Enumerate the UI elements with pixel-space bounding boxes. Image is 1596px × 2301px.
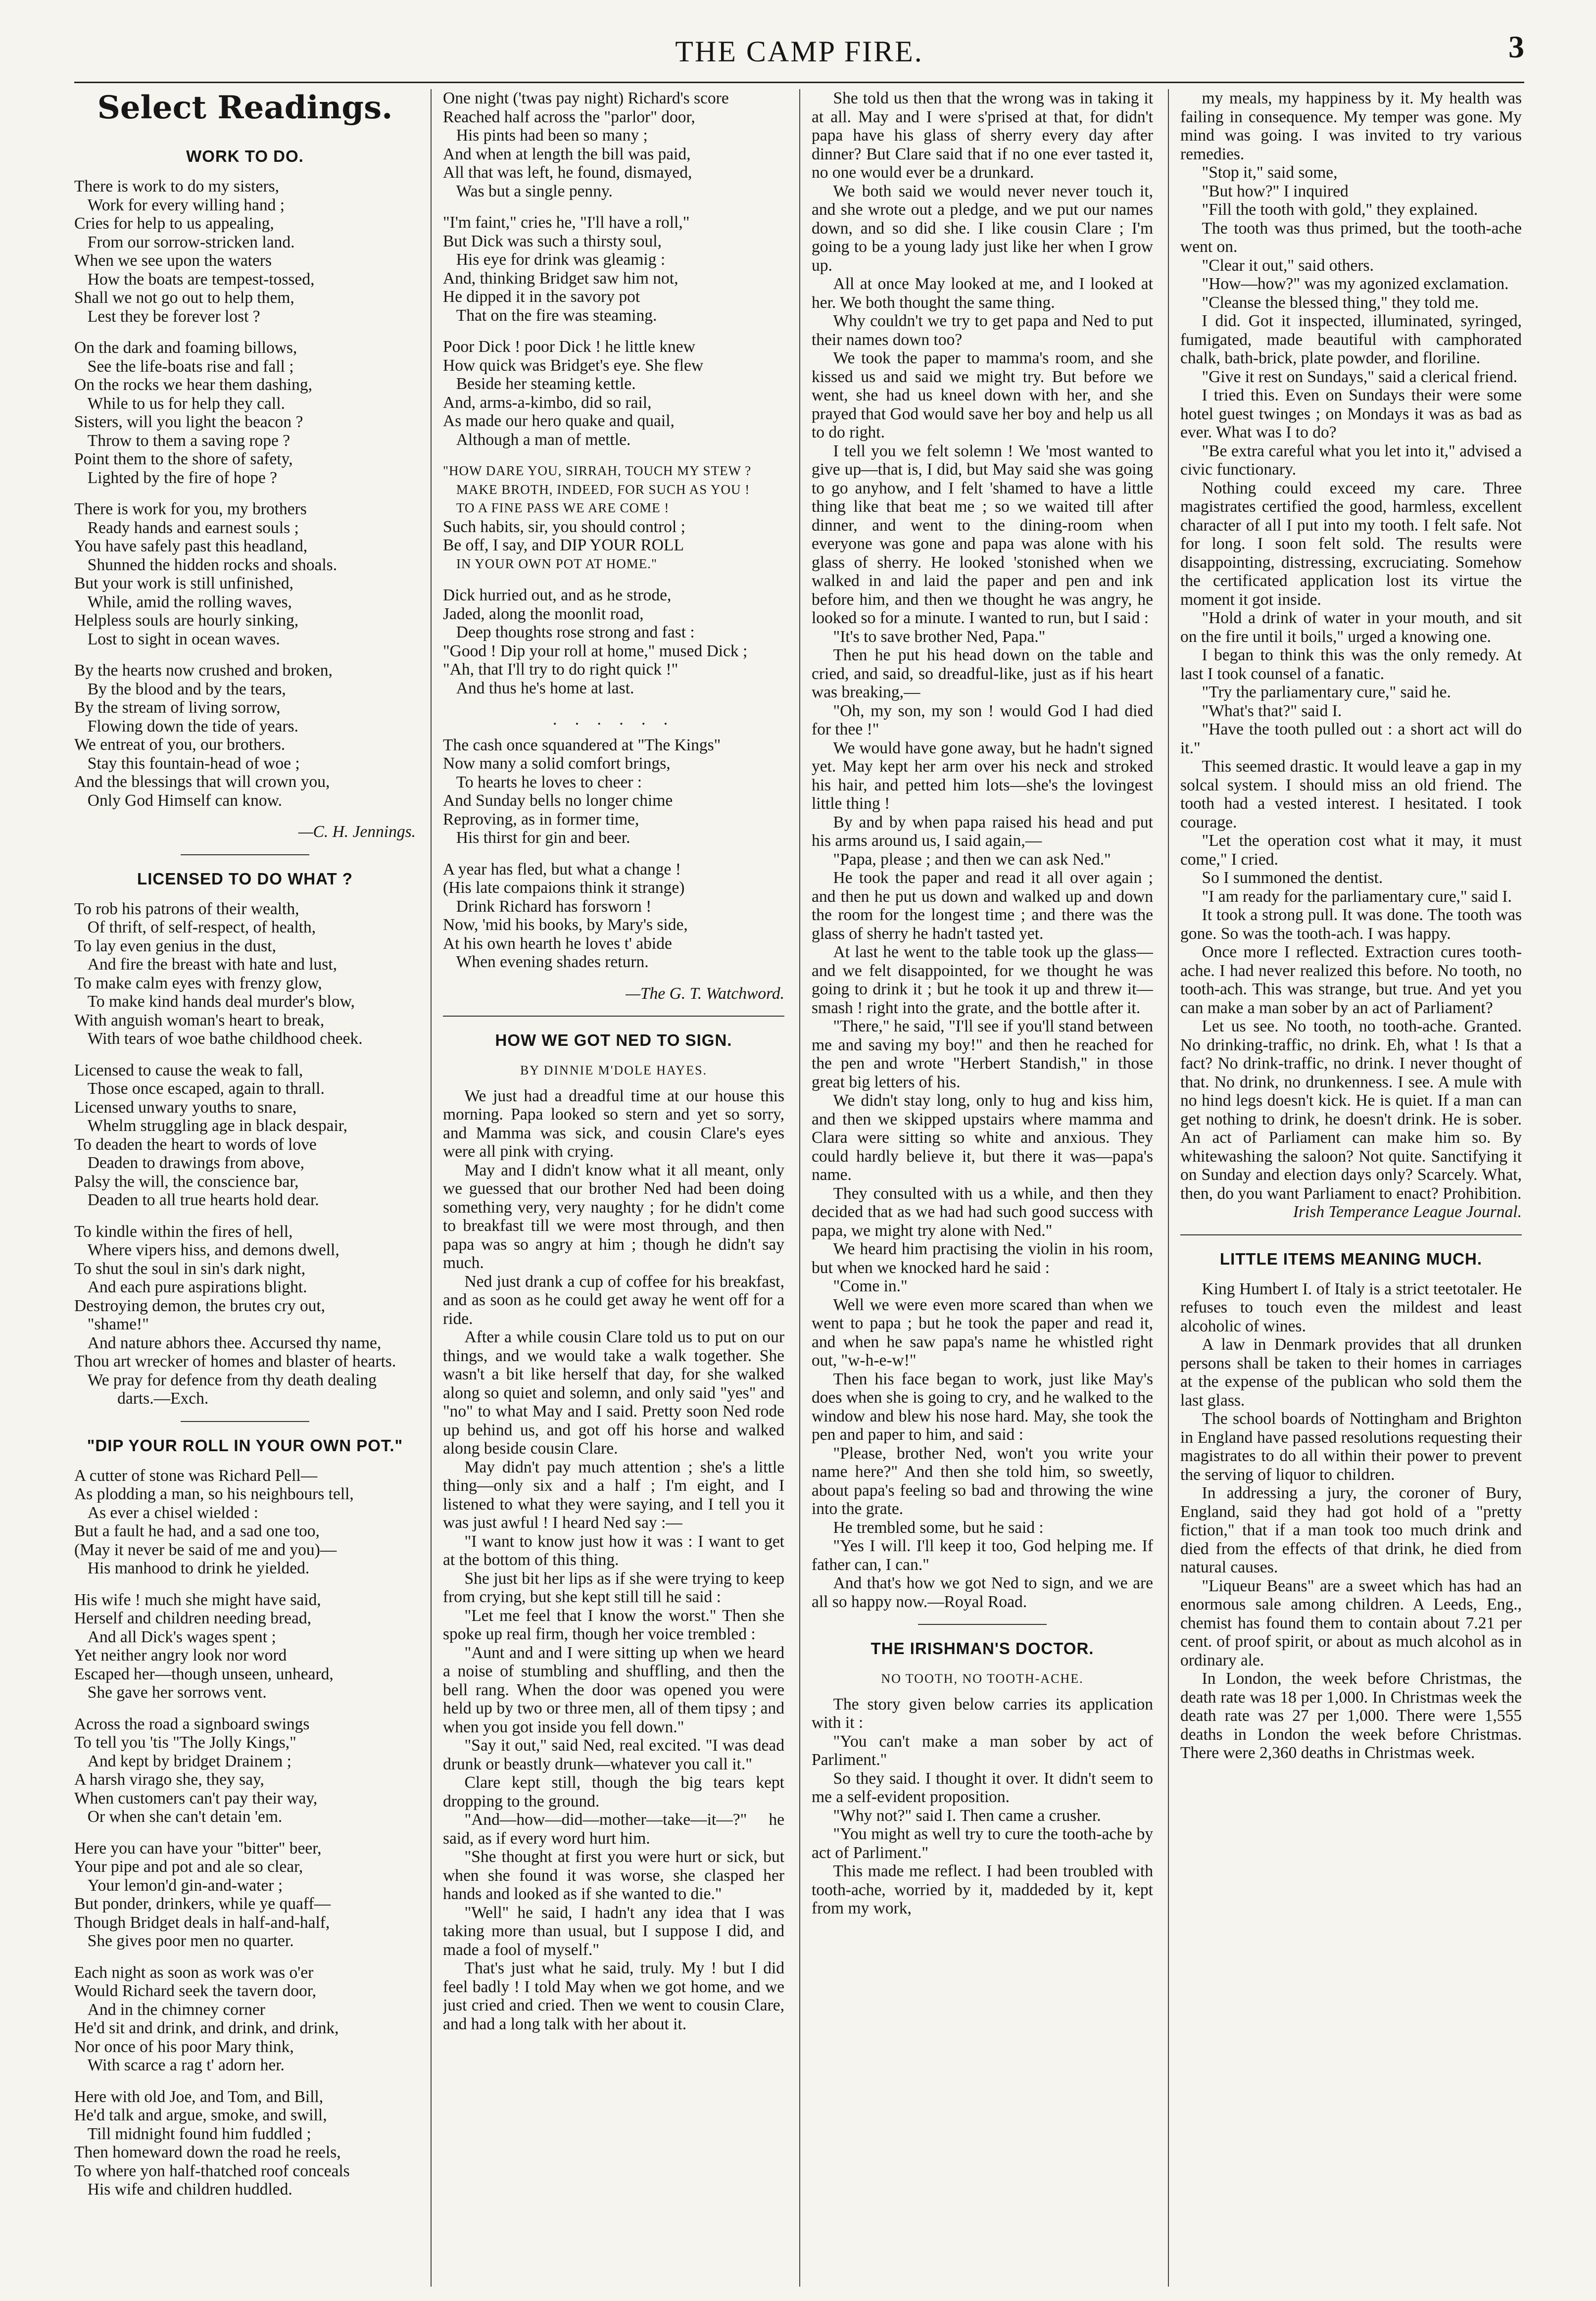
paragraph: After a while cousin Clare told us to put on our things, and we would take a walk together. She wasn't a bit like herself that day, for she walked along so quiet and solemn, and only said "yes" and "no" to what May and I said. Pretty soon Ned rode up behind us, and got off his horse and walked along beside cousin Clare.: [443, 1328, 784, 1458]
poem-line: Only God Himself can know.: [87, 791, 283, 810]
poem-line: Then homeward down the road he reels,: [74, 2143, 341, 2161]
poem-line: Thou art wrecker of homes and blaster of hearts.: [74, 1352, 396, 1371]
newspaper-title: THE CAMP FIRE.: [675, 35, 923, 68]
poem-line: Drink Richard has forsworn !: [456, 897, 652, 916]
poem-line: Here you can have your "bitter" beer,: [74, 1839, 322, 1858]
paragraph: "And—how—did—mother—take—it—?" he said, as if every word hurt him.: [443, 1811, 784, 1848]
poem-line: Throw to them a saving rope ?: [87, 431, 290, 450]
paragraph: The tooth was thus primed, but the tooth-ache went on.: [1180, 219, 1522, 256]
article-irishman-part-1: [812, 1695, 1153, 1918]
poem-stanza: [74, 661, 416, 810]
poem-line: (His late compaions think it strange): [443, 879, 685, 897]
poem-line: To deaden the heart to words of love: [74, 1135, 317, 1154]
paragraph: By and by when papa raised his head and put his arms around us, I said again,—: [812, 813, 1153, 850]
paragraph: The school boards of Nottingham and Brighton in England have passed resolutions requesting their magistrates to do all within their power to prevent the serving of liquor to children.: [1180, 1410, 1522, 1484]
paragraph: At last he went to the table took up the glass—and we felt disappointed, for we thought he was going to drink it ; but he took it up and threw it—smash ! right into the grate, and the bottle after it.: [812, 943, 1153, 1017]
paragraph: I tried this. Even on Sundays their were some hotel guest twinges ; on Mondays it was as bad as ever. What was I to do?: [1180, 386, 1522, 441]
poem-line: (May it never be said of me and you)—: [74, 1540, 337, 1559]
poem-stanza: [74, 1839, 416, 1951]
paragraph: Clare kept still, though the big tears kept dropping to the ground.: [443, 1773, 784, 1811]
poem-line: To rob his patrons of their wealth,: [74, 899, 299, 918]
poem-line: "HOW DARE YOU, SIRRAH, TOUCH MY STEW ?: [443, 463, 752, 478]
paragraph: The story given below carries its application with it :: [812, 1695, 1153, 1732]
paragraph: Then his face began to work, just like May's does when she is going to cry, and he walked to the window and blew his nose hard. May, she took the pen and paper to him, and said :: [812, 1370, 1153, 1444]
poem-line: Shall we not go out to help them,: [74, 289, 294, 307]
poem-line: Till midnight found him fuddled ;: [87, 2124, 311, 2143]
poem-line: We entreat of you, our brothers.: [74, 735, 286, 754]
paragraph: "Oh, my son, my son ! would God I had died for thee !": [812, 701, 1153, 738]
paragraph: We heard him practising the violin in his room, but when we knocked hard he said :: [812, 1240, 1153, 1277]
paragraph: "Give it rest on Sundays," said a clerical friend.: [1202, 367, 1518, 386]
poem-line: Sisters, will you light the beacon ?: [74, 413, 303, 431]
paragraph: Then he put his head down on the table and cried, and said, so dreadful-like, just as if his heart was breaking,—: [812, 646, 1153, 701]
poem-line: Whelm struggling age in black despair,: [87, 1117, 348, 1135]
column-2: [443, 89, 784, 2287]
paragraph: We took the paper to mamma's room, and she kissed us and said we might try. But before we went, she had us kneel down with her, and she prayed that God would save her boy and help us all to do right.: [812, 349, 1153, 441]
paragraph: "She thought at first you were hurt or sick, but when she found it was worse, she clasped her hands and looked as if she wanted to die.": [443, 1848, 784, 1903]
paragraph: He trembled some, but he said :: [833, 1518, 1044, 1537]
poem-line: Work for every willing hand ;: [87, 196, 285, 214]
poem-line: "Ah, that I'll try to do right quick !": [443, 660, 678, 679]
poem-stanza: [443, 860, 784, 972]
paragraph: May didn't pay much attention ; she's a little thing—only six and a half ; I'm eight, and I listened to what they were saying, and I tell you it was just awful ! I heard Ned say :—: [443, 1458, 784, 1532]
paragraph: In addressing a jury, the coroner of Bury, England, said they had got hold of a "pretty fiction," that if a man took too much drink and died from the effects of that drink, he died from natural causes.: [1180, 1484, 1522, 1576]
poem-stanza: [74, 1715, 416, 1826]
poem-line: His thirst for gin and beer.: [456, 829, 630, 847]
poem-stanza: [74, 900, 416, 1048]
paragraph: "Aunt and and I were sitting up when we heard a noise of stumbling and shuffling, and then the bell rang. When the door was opened you were held up by two or three men, all of them tipsy ; and when you got inside you fell down.": [443, 1643, 784, 1736]
poem-line: "Good ! Dip your roll at home," mused Dick ;: [443, 641, 748, 660]
heading-licensed: LICENSED TO DO WHAT ?: [137, 869, 353, 888]
poem-line: When we see upon the waters: [74, 251, 272, 270]
paragraph: Let us see. No tooth, no tooth-ache. Granted. No drinking-traffic, no drink. Eh, what ! Is that a fact? No drink-traffic, no drink. I never thought of that. No drink, no drunkenness. I see. A mule with no hind legs doesn't kick. He is quiet. If a man can get nothing to drink, he doesn't drink. He is sober. An act of Parliament can make him so. By whitewashing the saloon? Not quite. Sanctifying it on Sunday and election days only? Scarcely. What, then, do you want Parliament to enact? Prohibition.: [1180, 1017, 1522, 1203]
poem-line: But Dick was such a thirsty soul,: [443, 232, 662, 250]
poem-line: All that was left, he found, dismayed,: [443, 163, 692, 182]
poem-line: Lest they be forever lost ?: [87, 307, 260, 326]
poem-dip-your-roll: [74, 1467, 416, 2199]
poem-line: His wife ! much she might have said,: [74, 1590, 321, 1609]
poem-line: Helpless souls are hourly sinking,: [74, 611, 299, 630]
poem-line: A harsh virago she, they say,: [74, 1770, 264, 1789]
poem-line: A cutter of stone was Richard Pell—: [74, 1466, 318, 1485]
paragraph: "You might as well try to cure the tooth-ache by act of Parliment.": [812, 1825, 1153, 1862]
paragraph: We didn't stay long, only to hug and kiss him, and then we skipped upstairs where mamma and Clara were sitting so white and anxious. They could hardly believe it, but there it was—papa's name.: [812, 1091, 1153, 1184]
poem-line: "I'm faint," cries he, "I'll have a roll,": [443, 213, 690, 232]
paragraph: Well we were even more scared than when we went to papa ; but he took the paper and read it, and when he saw papa's name he whistled right out, "w-h-e-w!": [812, 1295, 1153, 1370]
poem-licensed: [74, 900, 416, 1408]
paragraph: "I want to know just how it was : I want to get at the bottom of this thing.: [443, 1532, 784, 1569]
poem-line: Was but a single penny.: [456, 182, 613, 200]
separator: [181, 1421, 309, 1422]
heading-work-to-do: WORK TO DO.: [186, 147, 304, 165]
paragraph: "I am ready for the parliamentary cure," said I.: [1202, 887, 1512, 906]
poem-line: Escaped her—though unseen, unheard,: [74, 1665, 334, 1683]
poem-line: His manhood to drink he yielded.: [87, 1559, 310, 1577]
poem-line: Shunned the hidden rocks and shoals.: [87, 555, 338, 574]
poem-line: On the dark and foaming billows,: [74, 339, 297, 357]
poem-line: Ready hands and earnest souls ;: [87, 518, 299, 537]
masthead: [74, 15, 1524, 83]
paragraph: "Clear it out," said others.: [1202, 256, 1374, 275]
poem-line: Yet neither angry look nor word: [74, 1646, 287, 1665]
poem-line: To make kind hands deal murder's blow,: [87, 992, 355, 1011]
poem-line: MAKE BROTH, INDEED, FOR SUCH AS YOU !: [456, 482, 750, 497]
paragraph: "It's to save brother Ned, Papa.": [833, 627, 1046, 646]
page-number: 3: [1508, 29, 1524, 64]
paragraph: "You can't make a man sober by act of Parliment.": [812, 1732, 1153, 1769]
poem-line: Flowing down the tide of years.: [87, 717, 298, 735]
paragraph: So I summoned the dentist.: [1202, 869, 1383, 887]
poem-stanza: [443, 586, 784, 697]
poem-line: As plodding a man, so his neighbours tell,: [74, 1485, 354, 1503]
poem-line: To kindle within the fires of hell,: [74, 1222, 293, 1241]
poem-line: As ever a chisel wielded :: [87, 1503, 258, 1522]
column-3: [812, 89, 1153, 2287]
poem-line: Though Bridget deals in half-and-half,: [74, 1913, 330, 1932]
poem-dip-continued: [443, 89, 784, 449]
poem-line: While, amid the rolling waves,: [87, 592, 292, 611]
paragraph: Nothing could exceed my care. Three magistrates certified the good, harmless, excellent character of all I put into my tooth. I felt safe. Not for long. I soon felt sold. The results were disappointing, distressing, excruciating. Somehow the certificated application lost its virtue the moment it got inside.: [1180, 479, 1522, 609]
poem-stanza: [443, 89, 784, 200]
poem-line: And, thinking Bridget saw him not,: [443, 269, 678, 288]
poem-line: Deaden to all true hearts hold dear.: [87, 1191, 319, 1209]
poem-line: Reached half across the "parlor" door,: [443, 107, 695, 126]
poem-line: And when at length the bill was paid,: [443, 145, 691, 163]
heading-irishman: THE IRISHMAN'S DOCTOR.: [871, 1639, 1094, 1658]
paragraph: "Stop it," said some,: [1202, 163, 1338, 182]
poem-line: He dipped it in the savory pot: [443, 288, 640, 306]
poem-stanza: [443, 736, 784, 847]
paragraph: "There," he said, "I'll see if you'll stand between me and saving my boy!" and then he reached for the pen and wrote "Herbert Standish," in those great big letters of his.: [812, 1017, 1153, 1091]
paragraph: That's just what he said, truly. My ! but I did feel badly ! I told May when we got home, and we just cried and cried. Then we went to cousin Clare, and had a long talk with her about it.: [443, 1959, 784, 2033]
poem-line: The cash once squandered at "The Kings": [443, 735, 721, 754]
poem-line: One night ('twas pay night) Richard's score: [443, 89, 729, 107]
poem-line: By the blood and by the tears,: [87, 680, 286, 698]
poem-line: IN YOUR OWN POT AT HOME.": [456, 556, 658, 571]
separator: [443, 1016, 784, 1017]
article-columns: [74, 89, 1524, 2287]
paragraph: "How—how?" was my agonized exclamation.: [1202, 275, 1509, 293]
poem-stanza: [74, 500, 416, 648]
paragraph: "Why not?" said I. Then came a crusher.: [833, 1806, 1101, 1825]
poem-line: Would Richard seek the tavern door,: [74, 1982, 317, 2000]
poem-line: Palsy the will, the conscience bar,: [74, 1172, 299, 1191]
poem-line: Point them to the shore of safety,: [74, 450, 293, 468]
poem-line: How quick was Bridget's eye. She flew: [443, 356, 704, 375]
poem-line: Your pipe and pot and ale so clear,: [74, 1858, 303, 1876]
poem-line: To lay even genius in the dust,: [74, 936, 276, 955]
ellipsis-dots: . . . . . .: [552, 710, 675, 729]
signature-irish-temperance: Irish Temperance League Journal.: [1293, 1203, 1522, 1221]
poem-line: But ponder, drinkers, while ye quaff—: [74, 1895, 331, 1913]
poem-stanza: [74, 1467, 416, 1578]
poem-line: While to us for help they call.: [87, 394, 285, 413]
paragraph: "Liqueur Beans" are a sweet which has had an enormous sale among children. A Leeds, Eng., chemist has found them to contain about 7.21 per cent. of proof spirit, or about as much alcohol as in ordinary ale.: [1180, 1576, 1522, 1669]
paragraph: They consulted with us a while, and then they decided that as we had had such good success with papa, we might try alone with Ned.": [812, 1184, 1153, 1240]
poem-line: By the stream of living sorrow,: [74, 698, 281, 717]
paragraph: We just had a dreadful time at our house this morning. Papa looked so stern and yet so sorry, and Mamma was sick, and cousin Clare's eyes were all pink with crying.: [443, 1086, 784, 1161]
poem-line: At his own hearth he loves t' abide: [443, 934, 672, 953]
poem-line: There is work to do my sisters,: [74, 177, 280, 196]
separator: [918, 1624, 1047, 1625]
paragraph: A law in Denmark provides that all drunken persons shall be taken to their homes in carriages at the expense of the publican who sold them the last glass.: [1180, 1335, 1522, 1410]
poem-line: His eye for drink was gleamig :: [456, 250, 666, 269]
poem-line: Those once escaped, again to thrall.: [87, 1079, 325, 1098]
paragraph: "What's that?" said I.: [1202, 701, 1342, 720]
poem-line: And in the chimney corner: [87, 2000, 265, 2019]
article-little-items: [1180, 1280, 1522, 1762]
poem-line: Lighted by the fire of hope ?: [87, 468, 278, 487]
paragraph: Ned just drank a cup of coffee for his breakfast, and as soon as he could get away he went off for a ride.: [443, 1272, 784, 1328]
paragraph: "Come in.": [833, 1277, 908, 1295]
poem-line: And all Dick's wages spent ;: [87, 1627, 276, 1646]
poem-line: Nor once of his poor Mary think,: [74, 2037, 294, 2056]
column-rule: [1168, 89, 1169, 2287]
poem-line: She gave her sorrows vent.: [87, 1683, 267, 1702]
heading-dip-your-roll: "DIP YOUR ROLL IN YOUR OWN POT.": [87, 1436, 403, 1455]
paragraph: And that's how we got Ned to sign, and we are all so happy now.—Royal Road.: [812, 1574, 1153, 1611]
poem-dip-continued-3: [443, 736, 784, 972]
paragraph: "Let the operation cost what it may, it must come," I cried.: [1180, 832, 1522, 869]
poem-line: Beside her steaming kettle.: [456, 375, 636, 393]
poem-stanza: [443, 338, 784, 449]
paragraph: "Please, brother Ned, won't you write your name here?" And then she told him, so sweetly, about papa's feeling so bad and throwing the wine into the grate.: [812, 1444, 1153, 1518]
poem-line: A year has fled, but what a change !: [443, 860, 681, 879]
poem-line: When evening shades return.: [456, 953, 649, 971]
poem-line: To make calm eyes with frenzy glow,: [74, 974, 322, 992]
poem-line: There is work for you, my brothers: [74, 500, 307, 518]
paragraph: We would have gone away, but he hadn't signed yet. May kept her arm over his neck and stroked his hair, and petted him lots—she's the lovingest little thing !: [812, 738, 1153, 813]
column-rule: [431, 89, 432, 2287]
poem-line: But a fault he had, and a sad one too,: [74, 1522, 320, 1540]
signature-jennings: —C. H. Jennings.: [298, 823, 416, 841]
paragraph: It took a strong pull. It was done. The tooth was gone. So was the tooth-ach. I was happy.: [1180, 906, 1522, 943]
poem-line: To tell you 'tis "The Jolly Kings,": [74, 1733, 296, 1752]
paragraph: "Say it out," said Ned, real excited. "I was dead drunk or beastly drunk—whatever you call it.": [443, 1736, 784, 1773]
poem-line: He'd talk and argue, smoke, and swill,: [74, 2106, 327, 2124]
poem-line: Dick hurried out, and as he strode,: [443, 586, 672, 604]
heading-little-items: LITTLE ITEMS MEANING MUCH.: [1219, 1249, 1483, 1268]
paragraph: "Try the parliamentary cure," said he.: [1202, 683, 1451, 701]
poem-line: Although a man of mettle.: [456, 430, 631, 449]
poem-line: His wife and children huddled.: [87, 2180, 292, 2199]
column-1: [74, 89, 416, 2287]
poem-line: You have safely past this headland,: [74, 537, 308, 555]
paragraph: We both said we would never never touch it, and she wrote out a pledge, and we put our names down, and so did she. I like cousin Clare ; I'm going to be a young lady just like her when I grow up.: [812, 182, 1153, 275]
article-ned-part-2: [812, 89, 1153, 1611]
byline-ned: BY DINNIE M'DOLE HAYES.: [520, 1063, 708, 1077]
poem-line: Such habits, sir, you should control ;: [443, 517, 685, 536]
poem-line: And, arms-a-kimbo, did so rail,: [443, 393, 652, 412]
poem-line: Stay this fountain-head of woe ;: [87, 754, 300, 773]
poem-line: And each pure aspirations blight.: [87, 1278, 307, 1296]
poem-shout-lines: [443, 462, 784, 573]
column-rule: [799, 89, 800, 2287]
poem-line: Each night as soon as work was o'er: [74, 1963, 314, 1982]
poem-line: Your lemon'd gin-and-water ;: [87, 1876, 283, 1895]
paragraph: This seemed drastic. It would leave a gap in my solcal system. I should miss an old friend. The tooth had a vested interest. I hesitated. I took courage.: [1180, 757, 1522, 832]
separator: [181, 854, 309, 855]
poem-line: See the life-boats rise and fall ;: [87, 357, 294, 376]
poem-work-to-do: [74, 177, 416, 810]
poem-line: How the boats are tempest-tossed,: [87, 270, 315, 289]
poem-line: With scarce a rag t' adorn her.: [87, 2056, 285, 2074]
poem-stanza: [443, 213, 784, 325]
poem-line: Across the road a signboard swings: [74, 1714, 310, 1733]
poem-line: When customers can't pay their way,: [74, 1789, 318, 1808]
poem-line: He'd sit and drink, and drink, and drink,: [74, 2019, 339, 2037]
poem-dip-continued-2: [443, 586, 784, 697]
poem-line: And kept by bridget Drainem ;: [87, 1752, 291, 1770]
poem-line: On the rocks we hear them dashing,: [74, 376, 312, 394]
poem-line: We pray for defence from thy death dealing darts.—Exch.: [87, 1371, 377, 1408]
poem-line: And fire the breast with hate and lust,: [87, 955, 338, 974]
poem-line: To hearts he loves to cheer :: [456, 773, 642, 791]
column-4: [1180, 89, 1522, 2287]
poem-line: From our sorrow-stricken land.: [87, 233, 295, 251]
paragraph: my meals, my happiness by it. My health was failing in consequence. My temper was gone. My mind was going. I was invited to try various remedies.: [1180, 89, 1522, 163]
poem-line: Reproving, as in former time,: [443, 810, 639, 829]
poem-line: Now, 'mid his books, by Mary's side,: [443, 916, 688, 934]
poem-stanza: [74, 1061, 416, 1210]
poem-line: And the blessings that will crown you,: [74, 773, 330, 791]
poem-line: With anguish woman's heart to break,: [74, 1011, 325, 1029]
poem-line: Deaden to drawings from above,: [87, 1154, 304, 1172]
paragraph: "Be extra careful what you let into it," advised a civic functionary.: [1180, 441, 1522, 479]
poem-line: Now many a solid comfort brings,: [443, 754, 671, 773]
poem-line: Licensed to cause the weak to fall,: [74, 1061, 303, 1079]
poem-line: Jaded, along the moonlit road,: [443, 604, 644, 623]
paragraph: I began to think this was the only remedy. At last I took counsel of a fanatic.: [1180, 646, 1522, 683]
poem-line: Lost to sight in ocean waves.: [87, 630, 280, 648]
poem-stanza: [74, 339, 416, 487]
byline-irishman: NO TOOTH, NO TOOTH-ACHE.: [881, 1671, 1084, 1686]
poem-line: His pints had been so many ;: [456, 126, 648, 145]
paragraph: I tell you we felt solemn ! We 'most wanted to give up—that is, I did, but May said she was going to go anyhow, and I felt 'shamed to have a little thing like that beat me ; so we waited till after dinner, and went to the dining-room when everyone was gone and papa was alone with his glass of sherry. He looked 'stonished when we walked in and laid the paper and pen and ink before him, and then we thought he was angry, he looked so for a minute. I wanted to run, but I said :: [812, 441, 1153, 627]
paragraph: All at once May looked at me, and I looked at her. We both thought the same thing.: [812, 275, 1153, 312]
paragraph: "Fill the tooth with gold," they explained.: [1202, 200, 1478, 219]
heading-ned: HOW WE GOT NED TO SIGN.: [495, 1031, 732, 1049]
paragraph: This made me reflect. I had been troubled with tooth-ache, worried by it, maddeded by it, kept from my work,: [812, 1862, 1153, 1917]
paragraph: "Well" he said, I hadn't any idea that I was taking more than usual, but I suppose I did, and made a fool of myself.": [443, 1903, 784, 1959]
poem-line: To shut the soul in sin's dark night,: [74, 1259, 306, 1278]
poem-line: Be off, I say, and DIP YOUR ROLL: [443, 536, 684, 554]
paragraph: "Yes I will. I'll keep it too, God helping me. If father can, I can.": [812, 1537, 1153, 1574]
poem-line: By the hearts now crushed and broken,: [74, 661, 333, 680]
poem-line: Herself and children needing bread,: [74, 1609, 312, 1627]
poem-stanza: [74, 1591, 416, 1702]
poem-line: Of thrift, of self-respect, of health,: [87, 918, 316, 936]
paragraph: Once more I reflected. Extraction cures tooth-ache. I had never realized this before. No tooth, no tooth-ach. This was strange, but true. And yet you can make a man sober by an act of Parliament?: [1180, 943, 1522, 1017]
paragraph: She told us then that the wrong was in taking it at all. May and I were s'prised at that, for didn't papa have his glass of sherry every day after dinner? But Clare said that if no one ever tasted it, no one would ever be a drunkard.: [812, 89, 1153, 182]
separator: [1180, 1234, 1522, 1235]
poem-stanza: [74, 177, 416, 326]
poem-line: She gives poor men no quarter.: [87, 1932, 294, 1950]
paragraph: "Papa, please ; and then we can ask Ned.": [833, 850, 1111, 869]
poem-line: Destroying demon, the brutes cry out,: [74, 1296, 326, 1315]
poem-line: With tears of woe bathe childhood cheek.: [87, 1029, 363, 1048]
poem-stanza: [74, 1223, 416, 1408]
paragraph: He took the paper and read it all over again ; and then he put us down and walked up and down the room for the longest time ; and there was the glass of sherry he hadn't tasted yet.: [812, 869, 1153, 943]
paragraph: I did. Got it inspected, illuminated, syringed, fumigated, made beautiful with camphorated chalk, bath-brick, plate powder, and floriline.: [1180, 312, 1522, 367]
article-irishman-part-2: [1180, 89, 1522, 1203]
signature-watchword: —The G. T. Watchword.: [626, 984, 784, 1003]
paragraph: "Let me feel that I know the worst." Then she spoke up real firm, though her voice trembled :: [443, 1606, 784, 1643]
poem-line: Here with old Joe, and Tom, and Bill,: [74, 2087, 324, 2106]
poem-line: TO A FINE PASS WE ARE COME !: [456, 500, 670, 515]
paragraph: So they said. I thought it over. It didn't seem to me a self-evident proposition.: [812, 1769, 1153, 1806]
poem-line: Cries for help to us appealing,: [74, 214, 274, 233]
poem-line: Or when she can't detain 'em.: [87, 1808, 283, 1826]
section-title: Select Readings.: [97, 89, 393, 126]
article-ned-part-1: [443, 1087, 784, 2034]
poem-line: Deep thoughts rose strong and fast :: [456, 623, 695, 641]
poem-line: And thus he's home at last.: [456, 679, 634, 697]
poem-line: And Sunday bells no longer chime: [443, 791, 673, 810]
poem-line: Where vipers hiss, and demons dwell,: [87, 1241, 339, 1259]
paragraph: She just bit her lips as if she were trying to keep from crying, but she kept still till he said :: [443, 1569, 784, 1606]
paragraph: King Humbert I. of Italy is a strict teetotaler. He refuses to touch even the mildest and least alcoholic of wines.: [1180, 1279, 1522, 1335]
paragraph: Why couldn't we try to get papa and Ned to put their names down too?: [812, 312, 1153, 349]
poem-line: Poor Dick ! poor Dick ! he little knew: [443, 338, 695, 356]
poem-line: To where yon half-thatched roof conceals: [74, 2161, 350, 2180]
paragraph: "Have the tooth pulled out : a short act will do it.": [1180, 720, 1522, 757]
poem-stanza: [74, 2088, 416, 2199]
paragraph: "But how?" I inquired: [1202, 182, 1349, 200]
poem-line: That on the fire was steaming.: [456, 306, 657, 325]
poem-line: Licensed unwary youths to snare,: [74, 1098, 297, 1117]
poem-line: As made our hero quake and quail,: [443, 412, 675, 430]
paragraph: "Cleanse the blessed thing," they told me.: [1202, 293, 1479, 312]
poem-line: "shame!": [87, 1315, 149, 1333]
poem-line: But your work is still unfinished,: [74, 574, 293, 592]
paragraph: "Hold a drink of water in your mouth, and sit on the fire until it boils," urged a knowing one.: [1180, 609, 1522, 646]
paragraph: In London, the week before Christmas, the death rate was 18 per 1,000. In Christmas week the death rate was 27 per 1,000. There were 1,555 deaths in London the week before Christmas. There were 2,360 deaths in Christmas week.: [1180, 1669, 1522, 1762]
paragraph: May and I didn't know what it all meant, only we guessed that our brother Ned had been doing something very, very naughty ; for he didn't come to breakfast till we were most through, and then papa was so angry at him ; though he didn't say much.: [443, 1161, 784, 1272]
poem-line: And nature abhors thee. Accursed thy name,: [87, 1333, 382, 1352]
poem-stanza: [74, 1963, 416, 2075]
